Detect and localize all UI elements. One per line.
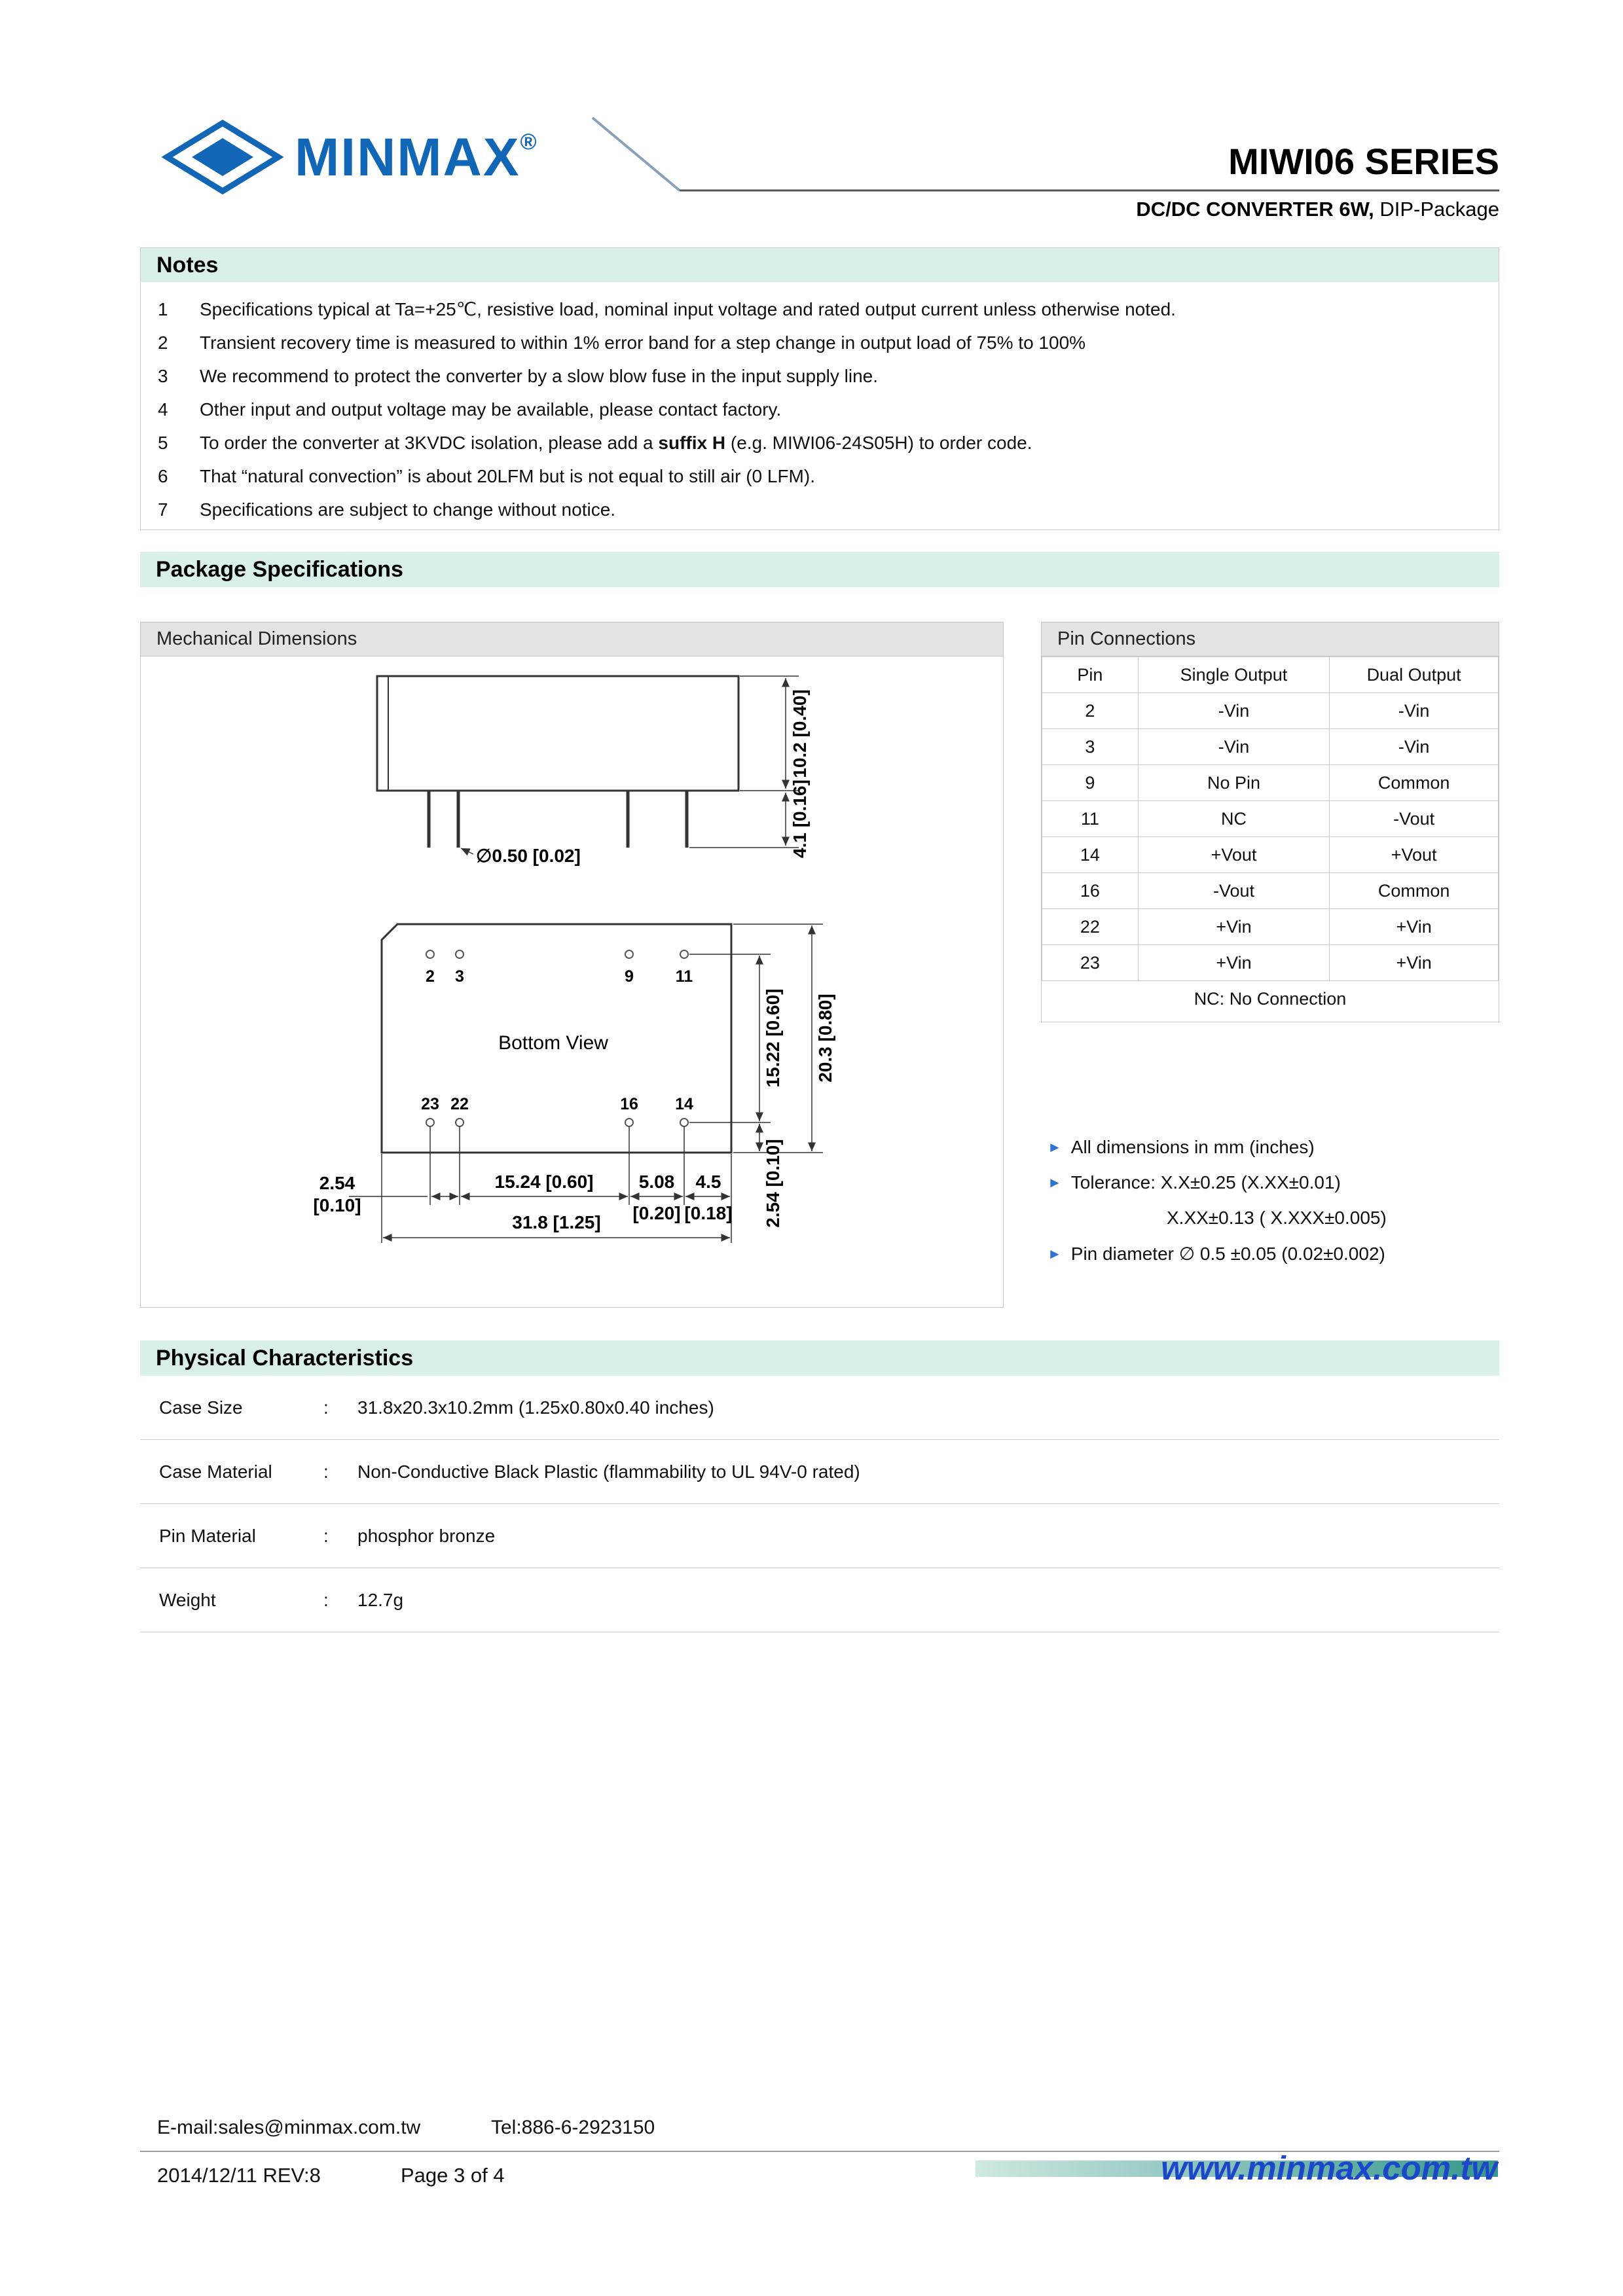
bullet-item-continuation <box>1048 1208 1545 1229</box>
notes-title: Notes <box>156 252 219 278</box>
dim-label-body-length: 20.3 [0.80] <box>815 994 835 1083</box>
note-item <box>158 393 1486 426</box>
phys-row <box>140 1504 1499 1568</box>
phys-row <box>140 1440 1499 1504</box>
registered-mark: ® <box>520 130 538 154</box>
mechanical-dimensions-header <box>141 622 1003 656</box>
table-row <box>1042 729 1499 765</box>
phys-value: Non-Conductive Black Plastic (flammability to UL 94V-0 rated) <box>357 1461 860 1482</box>
series-subtitle <box>1136 198 1499 221</box>
pin-connections-table <box>1042 656 1499 981</box>
pin-number: 16 <box>620 1095 638 1113</box>
mechanical-dimensions-panel <box>140 622 1004 1308</box>
side-view-dimensions <box>461 676 799 854</box>
bullet-triangle-icon: ► <box>1048 1139 1062 1155</box>
dim-label-45-in: [0.18] <box>684 1203 733 1223</box>
bottom-view-label: Bottom View <box>498 1032 608 1054</box>
note-number: 7 <box>158 499 168 520</box>
package-specs-header <box>140 552 1499 587</box>
phys-row <box>140 1568 1499 1632</box>
col-header-single-output: Single Output <box>1138 657 1329 693</box>
subtitle-bold: DC/DC CONVERTER 6W, <box>1136 198 1374 221</box>
pin-number: 11 <box>675 967 693 986</box>
cell-dual: +Vin <box>1330 945 1499 981</box>
phys-colon: : <box>323 1525 329 1546</box>
pin-number: 14 <box>675 1095 693 1113</box>
phys-value: phosphor bronze <box>357 1525 496 1546</box>
pin-number: 3 <box>455 967 464 986</box>
note-item <box>158 359 1486 393</box>
footer-page-number: Page 3 of 4 <box>401 2164 505 2187</box>
cell-dual: +Vin <box>1330 909 1499 945</box>
physical-characteristics-header <box>140 1340 1499 1376</box>
footer-url[interactable]: www.minmax.com.tw <box>1161 2149 1497 2187</box>
notes-list <box>141 282 1499 526</box>
phys-colon: : <box>323 1397 329 1418</box>
footer-email[interactable]: E-mail:sales@minmax.com.tw <box>157 2117 421 2138</box>
dim-label-pin-rows: 15.22 [0.60] <box>763 988 783 1088</box>
table-row <box>1042 945 1499 981</box>
physical-characteristics-list <box>140 1376 1499 1632</box>
note-text: That “natural convection” is about 20LFM but is not equal to still air (0 LFM). <box>200 465 815 486</box>
cell-pin: 16 <box>1042 873 1139 909</box>
bullet-triangle-icon: ► <box>1048 1245 1062 1262</box>
table-header-row <box>1042 657 1499 693</box>
table-row <box>1042 693 1499 729</box>
phys-label: Case Material <box>159 1461 272 1482</box>
col-header-dual-output: Dual Output <box>1330 657 1499 693</box>
cell-pin: 2 <box>1042 693 1139 729</box>
minmax-logo <box>154 110 625 202</box>
phys-label: Case Size <box>159 1397 243 1418</box>
logo-diamond-icon <box>167 123 278 191</box>
note-text: Other input and output voltage may be available, please contact factory. <box>200 399 782 420</box>
cell-pin: 22 <box>1042 909 1139 945</box>
footer-revision: 2014/12/11 REV:8 <box>157 2164 321 2187</box>
note-text: To order the converter at 3KVDC isolation, please add a suffix H (e.g. MIWI06-24S05H) to order code. <box>200 432 1032 453</box>
dim-label-pin-length: 4.1 [0.16] <box>790 780 810 858</box>
pin-connections-header <box>1042 622 1499 656</box>
phys-colon: : <box>323 1589 329 1610</box>
phys-label: Weight <box>159 1589 216 1610</box>
package-specs-title: Package Specifications <box>156 556 403 582</box>
dim-label-508-in: [0.20] <box>632 1203 681 1223</box>
col-header-pin: Pin <box>1042 657 1139 693</box>
cell-single: No Pin <box>1138 765 1329 801</box>
pin-number: 2 <box>426 967 435 986</box>
cell-pin: 9 <box>1042 765 1139 801</box>
phys-value: 12.7g <box>357 1589 404 1610</box>
nc-note: NC: No Connection <box>1194 989 1347 1009</box>
table-row <box>1042 837 1499 873</box>
cell-dual: -Vin <box>1330 693 1499 729</box>
note-item <box>158 459 1486 493</box>
pin-connections-title: Pin Connections <box>1057 628 1196 649</box>
bottom-view-dimensions <box>349 924 823 1243</box>
note-item <box>158 326 1486 359</box>
dim-label-height: 10.2 [0.40] <box>790 689 810 778</box>
bullet-text: X.XX±0.13 ( X.XXX±0.005) <box>1167 1208 1387 1228</box>
cell-dual: Common <box>1330 765 1499 801</box>
logo-text: MINMAX® <box>295 128 538 187</box>
dim-label-pin-diameter: ∅0.50 [0.02] <box>476 846 581 866</box>
pin-connections-panel <box>1041 622 1499 1022</box>
phys-value: 31.8x20.3x10.2mm (1.25x0.80x0.40 inches) <box>357 1397 714 1418</box>
cell-single: +Vin <box>1138 945 1329 981</box>
dim-label-254-mm: 2.54 <box>319 1173 356 1193</box>
bullet-item <box>1048 1137 1545 1158</box>
cell-pin: 23 <box>1042 945 1139 981</box>
side-view <box>377 676 739 848</box>
cell-pin: 3 <box>1042 729 1139 765</box>
dim-label-45-mm: 4.5 <box>695 1172 721 1192</box>
footer-tel: Tel:886-6-2923150 <box>491 2117 655 2138</box>
note-item <box>158 293 1486 326</box>
physical-characteristics-title: Physical Characteristics <box>156 1345 414 1371</box>
bullet-item <box>1048 1243 1545 1265</box>
series-title: MIWI06 SERIES <box>1228 141 1499 182</box>
bullet-text: Tolerance: X.X±0.25 (X.XX±0.01) <box>1070 1172 1341 1193</box>
pin-number: 23 <box>421 1095 439 1113</box>
bullet-text: All dimensions in mm (inches) <box>1070 1137 1315 1157</box>
cell-single: -Vout <box>1138 873 1329 909</box>
phys-colon: : <box>323 1461 329 1482</box>
note-text: Specifications typical at Ta=+25℃, resistive load, nominal input voltage and rated output current unless otherwise noted. <box>200 299 1176 319</box>
cell-single: +Vin <box>1138 909 1329 945</box>
phys-row <box>140 1376 1499 1440</box>
note-item <box>158 426 1486 459</box>
note-item <box>158 493 1486 526</box>
note-text: Specifications are subject to change without notice. <box>200 499 616 520</box>
notes-section <box>140 247 1499 530</box>
cell-single: -Vin <box>1138 729 1329 765</box>
table-row <box>1042 765 1499 801</box>
note-number: 2 <box>158 332 168 353</box>
pin-number: 9 <box>625 967 634 986</box>
dim-label-1524: 15.24 [0.60] <box>494 1172 594 1192</box>
cell-single: -Vin <box>1138 693 1329 729</box>
note-number: 6 <box>158 465 168 486</box>
cell-single: +Vout <box>1138 837 1329 873</box>
cell-single: NC <box>1138 801 1329 837</box>
dimension-notes <box>1048 1137 1545 1265</box>
cell-dual: -Vout <box>1330 801 1499 837</box>
table-row <box>1042 801 1499 837</box>
mechanical-drawing <box>141 656 1003 1306</box>
cell-dual: -Vin <box>1330 729 1499 765</box>
note-text: We recommend to protect the converter by a slow blow fuse in the input supply line. <box>200 365 879 386</box>
mechanical-dimensions-title: Mechanical Dimensions <box>156 628 357 649</box>
note-number: 1 <box>158 298 168 319</box>
subtitle-rest: DIP-Package <box>1374 198 1499 221</box>
pin-number: 22 <box>450 1095 469 1113</box>
cell-dual: Common <box>1330 873 1499 909</box>
note-number: 4 <box>158 399 168 420</box>
cell-pin: 14 <box>1042 837 1139 873</box>
cell-pin: 11 <box>1042 801 1139 837</box>
dim-label-254-vertical: 2.54 [0.10] <box>763 1139 783 1228</box>
notes-header <box>141 248 1499 282</box>
phys-label: Pin Material <box>159 1525 256 1546</box>
note-number: 5 <box>158 432 168 453</box>
dim-label-508-mm: 5.08 <box>638 1172 675 1192</box>
dim-label-254-in: [0.10] <box>313 1195 361 1215</box>
table-row <box>1042 909 1499 945</box>
dim-label-total-width: 31.8 [1.25] <box>512 1212 601 1232</box>
cell-dual: +Vout <box>1330 837 1499 873</box>
bullet-triangle-icon: ► <box>1048 1174 1062 1191</box>
bullet-item <box>1048 1172 1545 1193</box>
table-row <box>1042 873 1499 909</box>
note-text: Transient recovery time is measured to within 1% error band for a step change in output load of 75% to 100% <box>200 332 1086 353</box>
bullet-text: Pin diameter ∅ 0.5 ±0.05 (0.02±0.002) <box>1070 1244 1385 1264</box>
note-number: 3 <box>158 365 168 386</box>
